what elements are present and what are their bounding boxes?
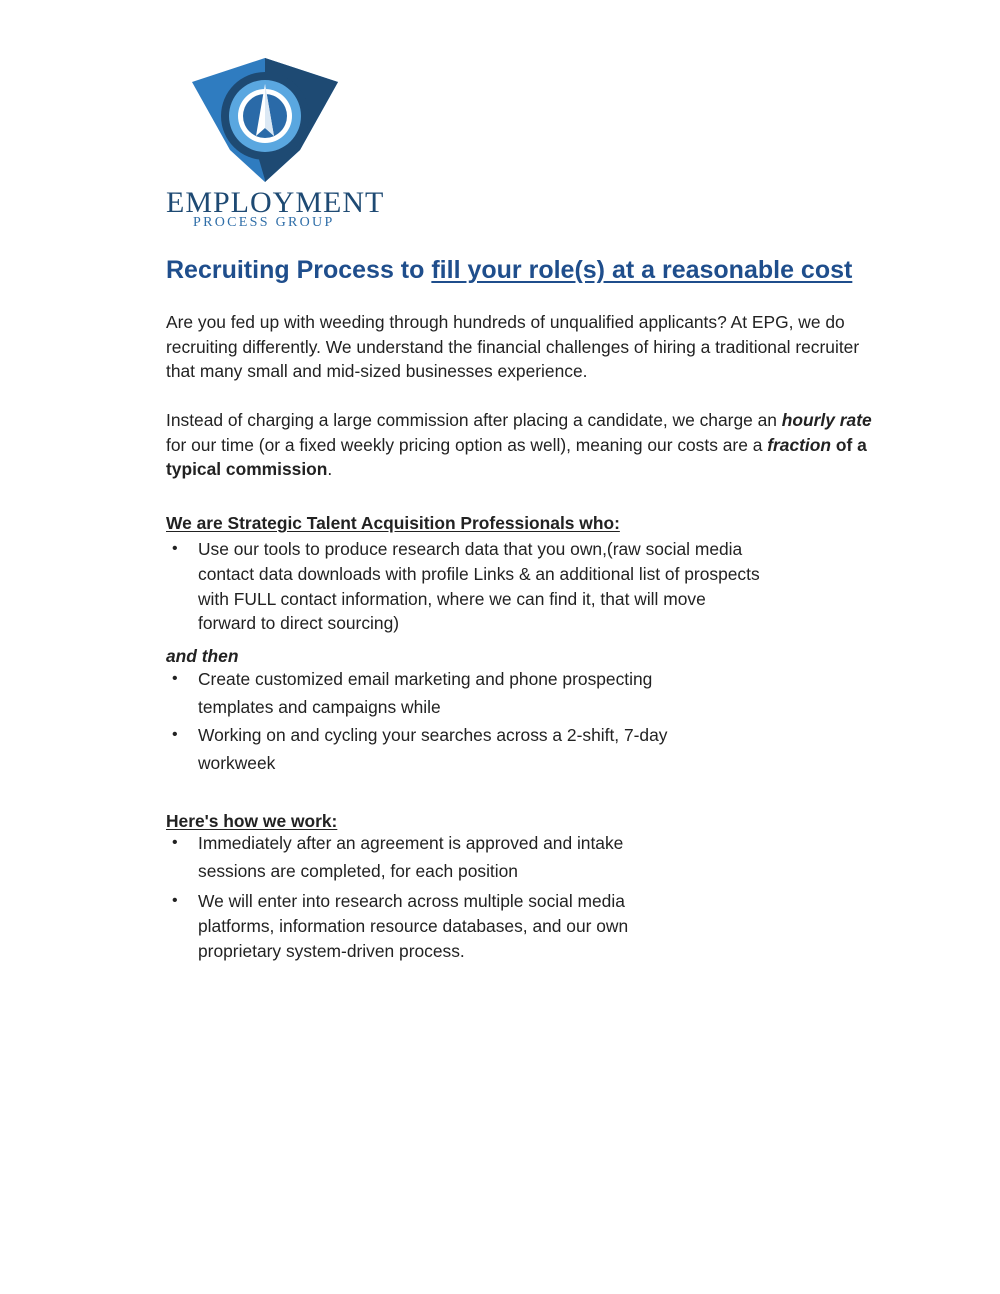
bullet-icon: • (172, 834, 178, 851)
pricing-text-3: of a typical commission (166, 434, 867, 480)
section-heading-how-we-work: Here's how we work: (166, 811, 338, 831)
bullet-list-professionals (166, 537, 766, 636)
bullet-list-then (166, 665, 726, 777)
page-title (166, 254, 926, 286)
section-heading-professionals: We are Strategic Talent Acquisition Professionals who: (166, 513, 620, 533)
pricing-text-1: Instead of charging a large commission after placing a candidate, we charge an (166, 410, 782, 430)
pricing-emphasis-hourly: hourly rate (781, 410, 872, 430)
title-highlight: fill your role(s) at a reasonable cost (431, 256, 853, 284)
brand-subtitle: PROCESS GROUP (193, 215, 335, 230)
compass-logo-icon (190, 58, 340, 182)
bullet-list-how-we-work (166, 829, 686, 963)
list-item: • Use our tools to produce research data that you own,(raw social media contact data downloads with profile Links & an additional list of prospects with FULL contact information, where we can find it, that will move forward to direct sourcing) (172, 539, 760, 634)
pricing-text-end: . (327, 459, 333, 480)
pricing-paragraph (166, 408, 876, 482)
bullet-icon: • (172, 540, 178, 557)
title-plain: Recruiting Process to (166, 256, 432, 284)
pricing-emphasis-fraction: fraction (767, 434, 831, 455)
pricing-text-2: for our time (or a fixed weekly pricing option as well), meaning our costs are a (166, 434, 768, 455)
bullet-icon: • (172, 670, 178, 687)
list-item: • We will enter into research across multiple social media platforms, information resource databases, and our own proprietary system-driven process. (172, 891, 629, 961)
bullet-icon: • (172, 726, 178, 743)
company-logo (166, 58, 385, 233)
and-then-label: and then (166, 646, 239, 666)
brand-name: EMPLOYMENT (166, 186, 385, 219)
bullet-icon: • (172, 892, 178, 909)
list-item: • Create customized email marketing and phone prospecting templates and campaigns while (166, 665, 726, 721)
intro-paragraph: Are you fed up with weeding through hundreds of unqualified applicants? At EPG, we do recruiting differently. We understand the financial challenges of hiring a traditional recruiter that many small and mid-sized businesses experience. (166, 312, 860, 382)
list-item: • Immediately after an agreement is approved and intake sessions are completed, for each position (166, 829, 686, 885)
list-item: • Working on and cycling your searches across a 2-shift, 7-day workweek (166, 721, 726, 777)
